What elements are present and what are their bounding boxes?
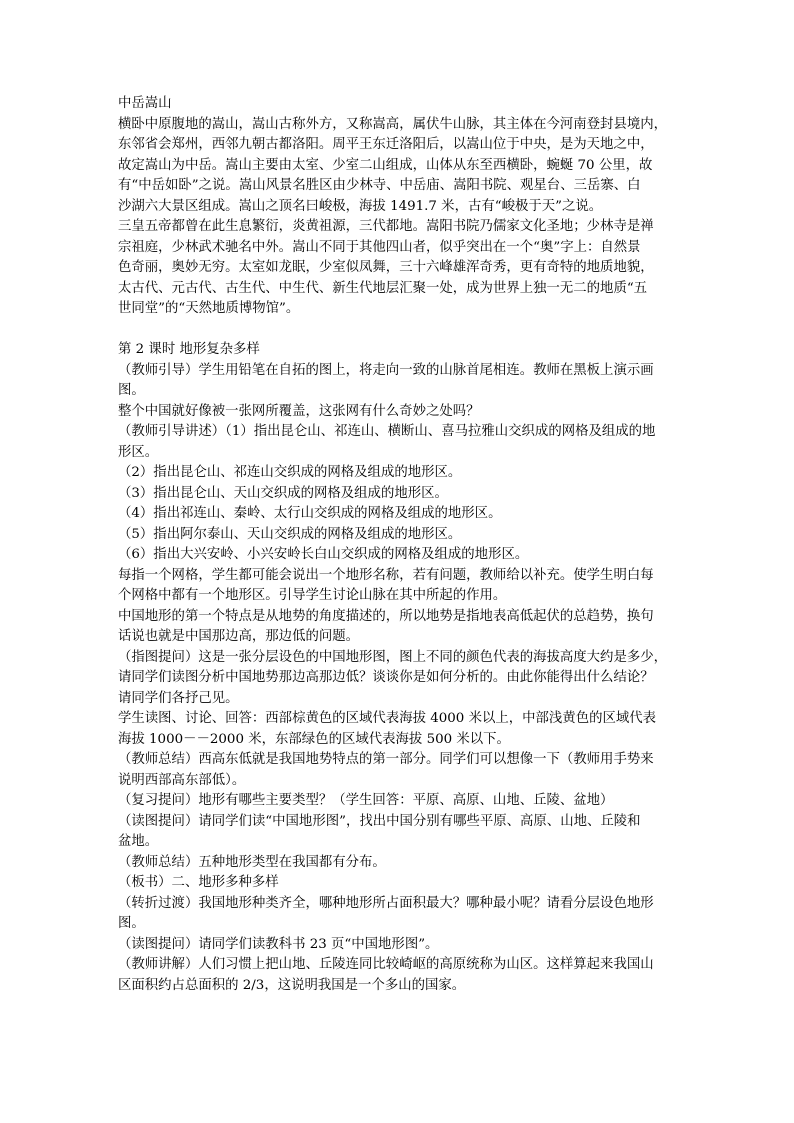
paragraph-line: （转折过渡）我国地形种类齐全，哪种地形所占面积最大？哪种最小呢？请看分层设色地形 bbox=[118, 895, 654, 911]
paragraph-line: 请同学们读图分析中国地势那边高那边低？谈谈你是如何分析的。由此你能得出什么结论？ bbox=[118, 670, 654, 685]
paragraph-line: 太古代、元古代、古生代、中生代、新生代地层汇聚一处，成为世界上独一无二的地质“五 bbox=[118, 280, 648, 296]
section-spacer bbox=[118, 320, 684, 341]
paragraph-line: （教师引导）学生用铅笔在自拓的图上，将走向一致的山脉首尾相连。教师在黑板上演示画 bbox=[118, 362, 654, 378]
paragraph-line: 每指一个网格，学生都可能会说出一个地形名称，若有问题，教师给以补充。使学生明白每 bbox=[118, 567, 654, 583]
paragraph-line: 图。 bbox=[118, 916, 145, 931]
paragraph-line: 盆地。 bbox=[118, 834, 159, 849]
paragraph-line: （3）指出昆仑山、天山交织成的网格及组成的地形区。 bbox=[118, 485, 448, 501]
paragraph-line: 中国地形的第一个特点是从地势的角度描述的，所以地势是指地表高低起伏的总趋势，换句 bbox=[118, 608, 654, 624]
paragraph-line: （教师引导讲述）（1）指出昆仑山、祁连山、横断山、喜马拉雅山交织成的网格及组成的地 bbox=[118, 424, 656, 439]
paragraph-line: 东邻省会郑州，西邻九朝古都洛阳。周平王东迁洛阳后，以嵩山位于中央，是为天地之中， bbox=[118, 137, 654, 152]
paragraph-line: 宗祖庭，少林武术驰名中外。嵩山不同于其他四山者，似乎突出在一个“奥”字上：自然景 bbox=[118, 239, 641, 255]
paragraph-line: （5）指出阿尔泰山、天山交织成的网格及组成的地形区。 bbox=[118, 526, 462, 542]
paragraph-line: 话说也就是中国那边高，那边低的问题。 bbox=[118, 629, 360, 644]
paragraph-line: （4）指出祁连山、秦岭、太行山交织成的网格及组成的地形区。 bbox=[118, 506, 502, 521]
paragraph-line: （板书）二、地形多种多样 bbox=[118, 875, 279, 890]
paragraph-line: 世同堂”的“天然地质博物馆”。 bbox=[118, 301, 300, 316]
paragraph-line: 学生读图、讨论、回答：西部棕黄色的区域代表海拔 4000 米以上，中部浅黄色的区域代表 bbox=[118, 711, 657, 726]
paragraph-line: （复习提问）地形有哪些主要类型？（学生回答：平原、高原、山地、丘陵、盆地） bbox=[118, 793, 614, 808]
section-songshan-body bbox=[118, 115, 684, 320]
paragraph-line: （指图提问）这是一张分层设色的中国地形图，图上不同的颜色代表的海拔高度大约是多少， bbox=[118, 649, 668, 665]
paragraph-line: （读图提问）请同学们读教科书 23 页“中国地形图”。 bbox=[118, 936, 439, 952]
paragraph-line: 海拔 1000－－2000 米，东部绿色的区域代表海拔 500 米以下。 bbox=[118, 731, 510, 747]
paragraph-line: （教师讲解）人们习惯上把山地、丘陵连同比较崎岖的高原统称为山区。这样算起来我国山 bbox=[118, 957, 654, 972]
paragraph-line: （教师总结）五种地形类型在我国都有分布。 bbox=[118, 854, 386, 870]
paragraph-line: （读图提问）请同学们读“中国地形图”，找出中国分别有哪些平原、高原、山地、丘陵和 bbox=[118, 813, 641, 829]
paragraph-line: 说明西部高东部低）。 bbox=[118, 772, 246, 788]
paragraph-line: 有“中岳如卧”之说。嵩山风景名胜区由少林寺、中岳庙、嵩阳书院、观星台、三岳寨、白 bbox=[118, 178, 641, 193]
paragraph-line: 沙湖六大景区组成。嵩山之顶名曰峻极，海拔 1491.7 米，古有“峻极于天”之说。 bbox=[118, 198, 603, 214]
paragraph-line: （教师总结）西高东低就是我国地势特点的第一部分。同学们可以想像一下（教师用手势来 bbox=[118, 752, 654, 767]
section-title-songshan: 中岳嵩山 bbox=[118, 96, 172, 111]
paragraph-line: 区面积约占总面积的 2/3，这说明我国是一个多山的国家。 bbox=[118, 977, 466, 993]
paragraph-line: 图。 bbox=[118, 383, 145, 398]
paragraph-line: 形区。 bbox=[118, 444, 159, 460]
paragraph-line: 请同学们各抒己见。 bbox=[118, 690, 239, 706]
paragraph-line: （2）指出昆仑山、祁连山交织成的网格及组成的地形区。 bbox=[118, 465, 462, 480]
paragraph-line: （6）指出大兴安岭、小兴安岭长白山交织成的网格及组成的地形区。 bbox=[118, 547, 529, 562]
paragraph-line: 个网格中都有一个地形区。引导学生讨论山脉在其中所起的作用。 bbox=[118, 588, 507, 603]
paragraph-line: 整个中国就好像被一张网所覆盖，这张网有什么奇妙之处吗？ bbox=[118, 403, 480, 419]
paragraph-line: 三皇五帝都曾在此生息繁衍，炎黄祖源，三代都地。嵩阳书院乃儒家文化圣地；少林寺是禅 bbox=[118, 219, 654, 234]
paragraph-line: 横卧中原腹地的嵩山，嵩山古称外方，又称嵩高，属伏牛山脉，其主体在今河南登封县境内， bbox=[118, 116, 668, 132]
section-lesson-body bbox=[118, 361, 684, 997]
paragraph-line: 色奇丽，奥妙无穷。太室如龙眠，少室似凤舞，三十六峰雄浑奇秀，更有奇特的地质地貌， bbox=[118, 260, 654, 275]
section-title-lesson-2: 第 2 课时 地形复杂多样 bbox=[118, 342, 260, 357]
document-page bbox=[118, 94, 684, 996]
paragraph-line: 故定嵩山为中岳。嵩山主要由太室、少室二山组成，山体从东至西横卧，蜿蜒 70 公里，故 bbox=[118, 157, 653, 173]
